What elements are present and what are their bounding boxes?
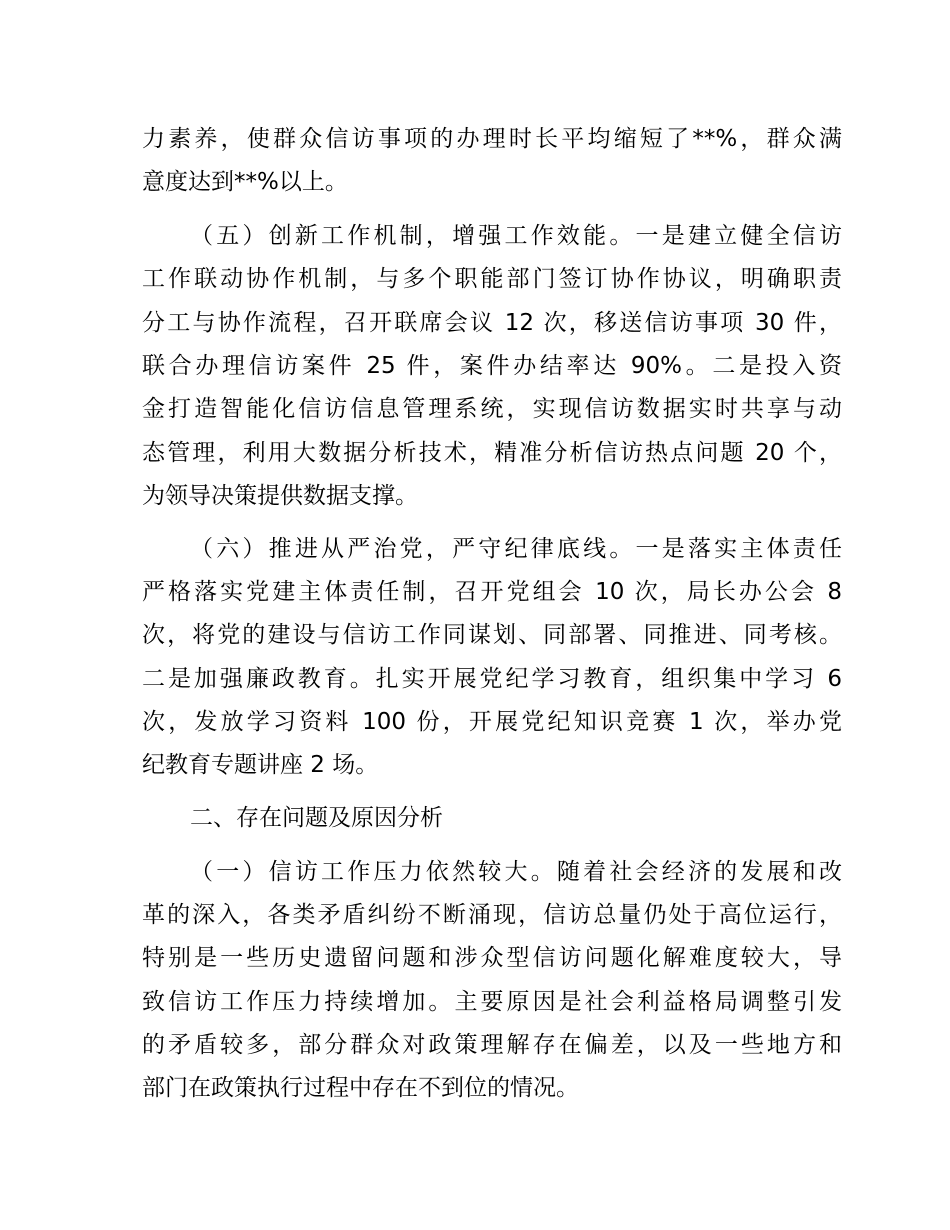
paragraph-line: 纪教育专题讲座 2 场。 — [142, 752, 379, 778]
paragraph-line: 部门在政策执行过程中存在不到位的情况。 — [142, 1075, 579, 1101]
paragraph-line: 革的深入，各类矛盾纠纷不断涌现，信访总量仍处于高位运行， — [142, 902, 842, 928]
section-heading-line: （五）创新工作机制，增强工作效能。一是建立健全信访 — [190, 223, 842, 249]
chapter-heading: 二、存在问题及原因分析 — [190, 805, 443, 831]
paragraph-line: 特别是一些历史遗留问题和涉众型信访问题化解难度较大，导 — [142, 945, 842, 971]
paragraph-line: 态管理，利用大数据分析技术，精准分析信访热点问题 20 个， — [142, 440, 842, 466]
paragraph-line: 联合办理信访案件 25 件，案件办结率达 90%。二是投入资 — [142, 353, 842, 379]
paragraph-line: 力素养，使群众信访事项的办理时长平均缩短了**%，群众满 — [142, 126, 842, 152]
section-heading-line: （六）推进从严治党，严守纪律底线。一是落实主体责任 — [190, 536, 842, 562]
paragraph-line: 致信访工作压力持续增加。主要原因是社会利益格局调整引发 — [142, 989, 842, 1015]
section-heading-line: （一）信访工作压力依然较大。随着社会经济的发展和改 — [190, 859, 842, 885]
paragraph-line: 工作联动协作机制，与多个职能部门签订协作协议，明确职责 — [142, 266, 842, 292]
paragraph-line: 二是加强廉政教育。扎实开展党纪学习教育，组织集中学习 6 — [142, 666, 842, 692]
paragraph-line: 严格落实党建主体责任制，召开党组会 10 次，局长办公会 8 — [142, 579, 842, 605]
paragraph-line: 次，将党的建设与信访工作同谋划、同部署、同推进、同考核。 — [142, 622, 842, 648]
paragraph-line: 意度达到**%以上。 — [142, 169, 348, 195]
paragraph-line: 金打造智能化信访信息管理系统，实现信访数据实时共享与动 — [142, 396, 842, 422]
paragraph-line: 分工与协作流程，召开联席会议 12 次，移送信访事项 30 件， — [142, 310, 842, 336]
paragraph-line: 次，发放学习资料 100 份，开展党纪知识竞赛 1 次，举办党 — [142, 709, 842, 735]
paragraph-line: 为领导决策提供数据支撑。 — [142, 483, 418, 509]
paragraph-line: 的矛盾较多，部分群众对政策理解存在偏差，以及一些地方和 — [142, 1032, 842, 1058]
